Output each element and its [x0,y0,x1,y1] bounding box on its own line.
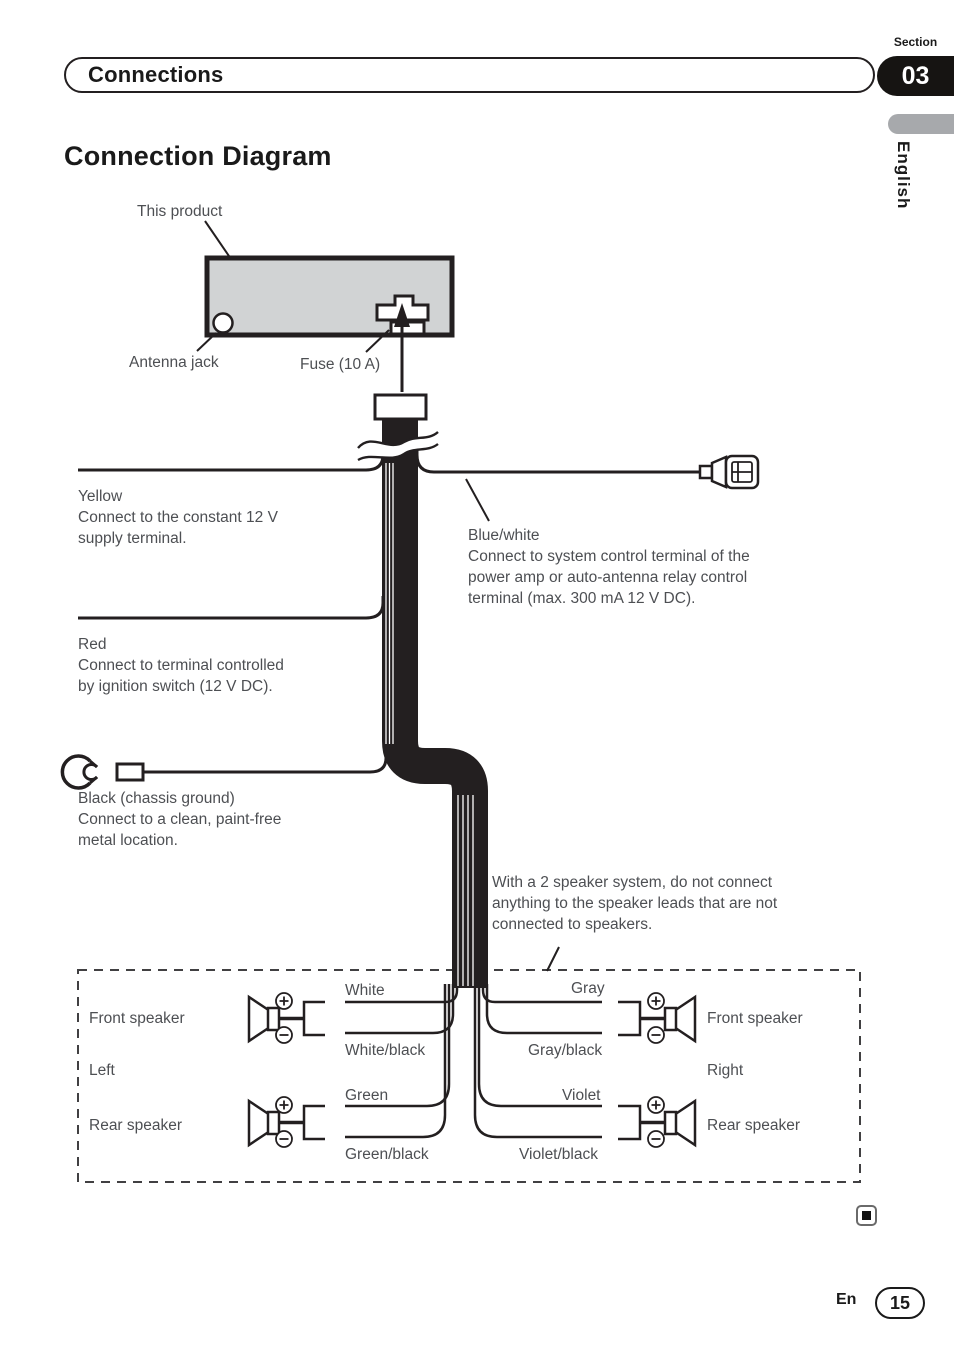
left-front-speaker-label: Front speaker [89,1010,185,1027]
plus-icon [276,993,292,1009]
ring-terminal-icon [62,756,143,788]
white-black-wire-label: White/black [345,1042,426,1059]
minus-icon [648,1131,664,1147]
footer-language: En [836,1291,857,1308]
speaker-bracket [304,1002,325,1035]
two-speaker-note: With a 2 speaker system, do not connect anything to the speaker leads that are not connected to speakers. [492,874,778,933]
minus-icon [276,1131,292,1147]
page-number-badge [875,1287,925,1319]
antenna-jack-icon [214,314,233,333]
left-side-label: Left [89,1062,115,1079]
antenna-jack-label: Antenna jack [129,354,219,371]
right-side-label: Right [707,1062,744,1079]
spade-terminal-icon [700,456,758,488]
product-leader-line [205,221,231,259]
white-wire-label: White [345,982,385,999]
minus-icon [276,1027,292,1043]
language-tab-bar [888,114,954,134]
speaker-bracket [304,1106,325,1139]
plus-icon [648,993,664,1009]
left-front-speaker-assembly [249,993,325,1043]
language-tab: English [894,141,913,210]
yellow-wire [78,448,383,470]
right-rear-speaker-assembly [618,1097,695,1147]
speaker-bracket [618,1002,640,1035]
right-front-speaker-assembly [618,993,695,1043]
gray-wire-label: Gray [571,980,605,997]
page-title: Connection Diagram [64,141,332,171]
end-of-section-icon [856,1205,877,1226]
green-black-wire-label: Green/black [345,1146,429,1163]
ground-wire [144,748,386,772]
red-wire-label: Red Connect to terminal controlled by ignition switch (12 V DC). [78,636,284,695]
right-front-speaker-label: Front speaker [707,1010,803,1027]
section-number-badge [877,56,954,96]
gray-black-wire-label: Gray/black [528,1042,603,1059]
section-label: Section [893,35,938,49]
main-cable [400,419,470,988]
chapter-title: Connections [88,62,224,87]
violet-black-wire-label: Violet/black [519,1146,598,1163]
fuse-label: Fuse (10 A) [300,356,381,373]
plus-icon [648,1097,664,1113]
page-number: 15 [889,1292,911,1313]
chapter-tab [64,57,875,93]
harness-connector [375,395,426,419]
blue-white-wire [417,448,702,472]
plus-icon [276,1097,292,1113]
left-rear-speaker-assembly [249,1097,325,1147]
product-label: This product [137,203,223,220]
minus-icon [648,1027,664,1043]
left-rear-speaker-label: Rear speaker [89,1117,183,1134]
yellow-wire-label: Yellow Connect to the constant 12 V supply terminal. [78,488,278,547]
blue-white-leader-line [466,479,489,521]
section-number: 03 [901,61,930,90]
violet-wire-label: Violet [562,1087,601,1104]
note-leader-line [547,947,559,971]
blue-white-wire-label: Blue/white Connect to system control terminal of the power amp or auto-antenna relay control terminal (max. 300 mA 12 V DC). [468,527,750,607]
right-rear-speaker-label: Rear speaker [707,1117,801,1134]
green-wire-label: Green [345,1087,389,1104]
speaker-bracket [618,1106,640,1139]
red-wire [78,596,383,618]
ground-wire-label: Black (chassis ground) Connect to a clean, paint-free metal location. [78,790,282,849]
